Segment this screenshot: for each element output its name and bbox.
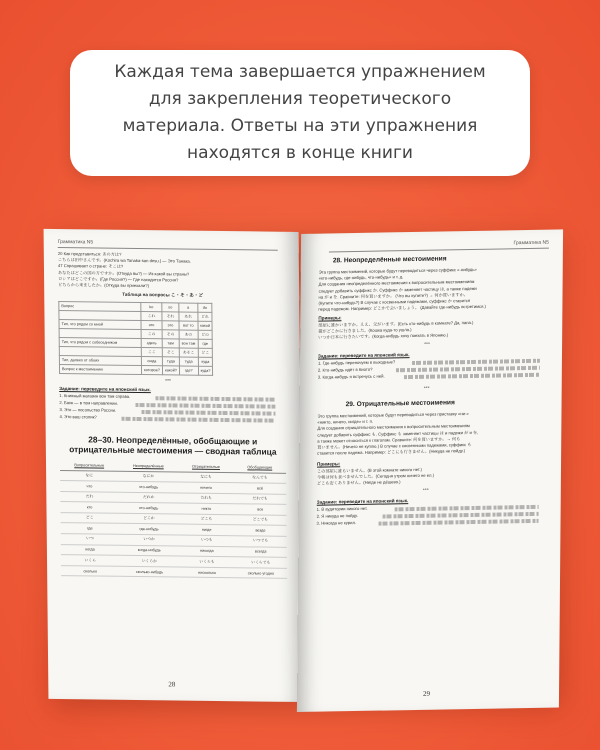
table-row: いくら いくらか いくらも いくらでも [61,555,287,568]
exercise-item: 1. Книжный магазин вон там справа. [59,393,131,399]
answer-line [404,373,540,379]
answer-line [396,366,540,372]
intro-text: 20 Как представиться: あの方は? こちらは田中さんです。(Kochira wa Tanaka-san desu.) — Это Танака. 47 Спрашивает о стране: そこは? あなたはどこの国の方ですか。(Откуда вы?) — Из какой вы страны? ロシアはどこですか。(Где Россия?) — Где находится Россия? どちらから来ましたか。(Откуда вы приехали?) [57,251,191,289]
caption-line: для закрепления теоретического [148,89,452,109]
exercise-item: 4. Это ваш столик? [59,414,97,420]
caption-banner [70,50,530,176]
table-row: Тип, далеко от обоих сюда туда туда куда [59,356,213,367]
section-divider: *** [165,378,172,385]
table-row: いつ いつか いつも いつでも [61,534,287,547]
exercise-item: 1. Где-нибудь переночуем в выходные? [317,359,396,366]
column-header: Обобщающие [234,463,287,473]
section-divider: *** [422,487,429,494]
paragraph: Эта группа местоимений, которые будут переводиться через суффикс «-нибудь» «кто-нибудь, где-нибудь, что-нибудь» и т. д. Для создания неопределённого местоимения к вопросительным местоимениям следует добавить суффикс か. Суффикс か заменяет частицу は, а также падежи на が и を. Сравните: 何を買いますか。 (Что вы купите?) → 何か買いますか。 (Купите что-нибудь?) В случае с косвенными падежами, суффикс か ставится перед падежом. Например: どこかで会いましょう。 (Давайте где-нибудь встретимся.) [318,266,486,312]
section-title: 28. Неопределённые местоимения [332,255,447,265]
pronoun-summary-table [60,461,287,579]
left-page-header: Грамматика N5 [58,239,278,251]
column-header: Отрицательные [178,463,233,473]
exercise-title: Задание: переведите на японский язык. [59,386,151,393]
exercise-item: 2. Я никуда не пойду. [316,512,358,519]
table-row: だれ だれか だれも だれでも [60,491,286,504]
examples-label: Примеры: [318,315,342,321]
table-row: Тип, что рядом со мной это это вот то какой [59,320,213,331]
table-row: Тип, что рядом с собеседником здесь там вон там где [59,338,213,349]
caption-line: находятся в конце книги [187,143,413,163]
answer-line [135,403,275,408]
right-page [297,229,563,712]
answer-line [141,410,275,415]
answer-line [383,512,539,518]
table-row: Вопрос к местоимению которое? какой? где? куда? [59,365,213,376]
table-row: сколько сколько-нибудь нисколько сколько угодно [61,565,287,578]
answer-line [155,396,275,401]
right-page-header: Грамматика N5 [329,240,549,253]
exercise-item: 1. В аудитории никого нет. [316,505,368,512]
left-page [44,229,304,702]
table-row: どこ どこか どこも どこでも [61,512,287,525]
table-title: Таблица на вопросы こ・そ・あ・ど [122,291,204,298]
exercise-item: 3. Никогда не курил. [316,520,357,526]
table-row: ここ そこ あそこ どこ [59,347,213,358]
column-header: Вопросительные [60,461,118,471]
section-title: 29. Отрицательные местоимения [345,399,455,409]
examples: 部屋に誰かいますか。ええ、父がいます。(Есть кто-нибудь в комнате? Да, папа.) 猫がどこかに行きました。(Кошка куда-то ушла.) いつか日本に行きたいです。(Когда-нибудь хочу поехать в Японию.) [318,319,474,341]
answer-line [379,519,539,525]
examples: この部屋に誰もいません。(В этой комнате никого нет.) 今朝は何も食べませんでした。(Сегодня утром ничего не ел.) どこも安くありません。(Нигде не дёшево.) [316,466,435,487]
exercise-item: 2. Банк — в том направлении. [59,400,119,406]
table-row: これ それ あれ どれ [59,311,213,322]
table-row: кто кто-нибудь никто все [60,502,286,515]
answer-line [122,417,276,422]
kosoado-table [58,301,213,376]
examples-label: Примеры: [317,461,341,467]
exercise-title: Задание: переведите на японский язык. [317,352,410,359]
section-title: 28–30. Неопределённые, обобщающие и отрицательные местоимения — сводная таблица [69,434,277,457]
table-row: なに なにか なにも なんでも [60,470,286,483]
table-row: когда когда-нибудь никогда всегда [61,544,287,557]
table-row: この その あの どの [59,329,213,340]
caption-line: Каждая тема завершается упражнением [114,62,486,82]
caption-line: материала. Ответы на эти упражнения [122,116,478,136]
answer-line [412,359,540,365]
left-page-number: 28 [168,680,176,689]
table-row: где где-нибудь нигде везде [61,523,287,536]
section-divider: *** [423,385,430,392]
caption-text [114,59,485,167]
paragraph: Это группа местоимений, которые будут переводиться через приставку «ни-» «никто, ничего, нигде» и т. п. Для создания отрицательного местоимения к вопросительным местоимениям следует добавить суффикс も. Суффикс も заменяет частицы は и падежи が и を, а также может относиться к глаголам. Сравните: 何を買いますか。→ 何も 買いません。(Ничего не куплю.) В случае с косвенными падежами, суффикс も ставится после падежа. Например: どこにも行きません。(Никуда не пойду.) [317,411,479,456]
exercise-title: Задание: переведите на японский язык. [316,498,409,505]
right-page-number: 29 [423,689,431,698]
column-header: Неопределённые [118,462,178,472]
table-row: Вопрос ko so a do [59,302,213,313]
section-divider: *** [424,341,430,348]
exercise-item: 3. Это — посольство России. [59,407,117,413]
exercise-item: 2. Кто-нибудь идёт в Киото? [317,366,373,373]
exercise-item: 3. Когда-нибудь я встречусь с ней. [317,373,385,380]
table-row: что что-нибудь ничего всё [60,481,286,494]
answer-line [395,505,539,511]
